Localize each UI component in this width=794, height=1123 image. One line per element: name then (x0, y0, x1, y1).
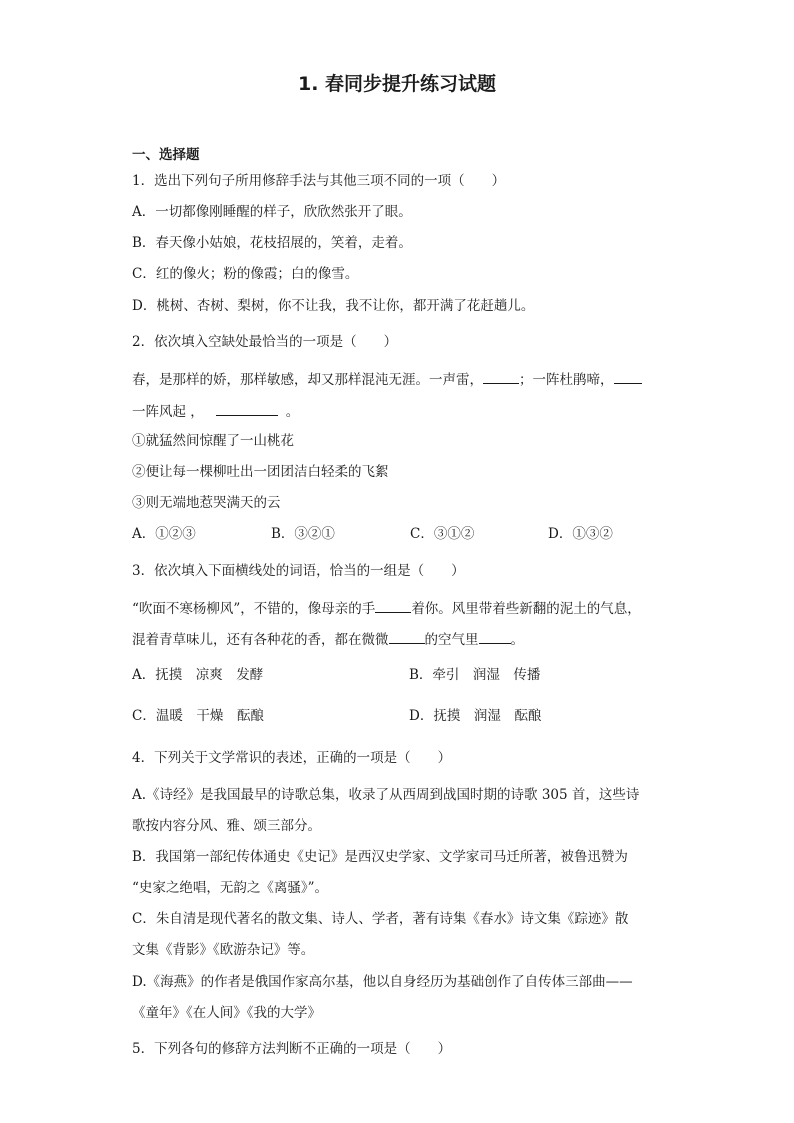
question-4-option-c-line-1: C．朱自清是现代著名的散文集、诗人、学者，著有诗集《春水》诗文集《踪迹》散 (132, 911, 629, 927)
question-2-passage-line-1 (132, 369, 642, 389)
passage-text: 。 (285, 404, 300, 420)
question-2-option-c: C．③①② (410, 526, 475, 542)
question-1-stem: 1．选出下列句子所用修辞手法与其他三项不同的一项（ ） (132, 173, 506, 189)
question-4-option-a-line-1: A.《诗经》是我国最早的诗歌总集，收录了从西周到战国时期的诗歌 305 首，这些诗 (132, 787, 640, 803)
question-2-stem: 2．依次填入空缺处最恰当的一项是（ ） (132, 334, 398, 350)
fill-blank (216, 401, 278, 416)
passage-text: 一阵风起 ， (132, 404, 204, 420)
passage-text: “吹面不寒杨柳风”，不错的，像母亲的手 (132, 601, 376, 617)
question-1-option-a: A．一切都像刚睡醒的样子，欣欣然张开了眼。 (132, 204, 412, 220)
question-2-option-a: A．①②③ (132, 526, 196, 542)
question-3-option-a: A．抚摸 凉爽 发酵 (132, 667, 264, 683)
passage-text: 着你。风里带着些新翻的泥土的气息， (411, 601, 641, 617)
fill-blank (483, 369, 519, 384)
question-2-item-1: ①就猛然间惊醒了一山桃花 (132, 433, 294, 449)
passage-text: 。 (510, 632, 524, 648)
question-1-option-c: C．红的像火；粉的像霞；白的像雪。 (132, 266, 359, 282)
page-title: 1. 春同步提升练习试题 (297, 73, 497, 95)
question-3-passage-line-1 (132, 598, 641, 618)
question-3-passage-line-2 (132, 629, 524, 649)
question-3-option-d: D．抚摸 润湿 酝酿 (409, 708, 542, 724)
question-3-option-b: B．牵引 润湿 传播 (409, 667, 541, 683)
fill-blank (479, 629, 511, 644)
question-5-stem: 5．下列各句的修辞方法判断不正确的一项是（ ） (132, 1041, 452, 1057)
question-3-option-c: C．温暖 干燥 酝酿 (132, 708, 264, 724)
question-3-stem: 3．依次填入下面横线处的词语，恰当的一组是（ ） (132, 563, 465, 579)
question-2-option-d: D．①③② (548, 526, 613, 542)
question-4-option-c-line-2: 文集《背影》《欧游杂记》等。 (132, 942, 315, 958)
section-heading: 一、选择题 (132, 147, 200, 163)
fill-blank (389, 629, 425, 644)
question-4-option-b-line-1: B．我国第一部纪传体通史《史记》是西汉史学家、文学家司马迁所著，被鲁迅赞为 (132, 849, 628, 865)
question-4-option-a-line-2: 歌按内容分风、雅、颂三部分。 (132, 818, 321, 834)
question-4-stem: 4．下列关于文学常识的表述，正确的一项是（ ） (132, 750, 452, 766)
passage-text: 春，是那样的娇，那样敏感，却又那样混沌无涯。一声雷， (132, 372, 483, 388)
fill-blank (614, 369, 642, 384)
question-1-option-d: D．桃树、杏树、梨树，你不让我，我不让你，都开满了花赶趟儿。 (132, 298, 535, 314)
passage-text: 的空气里 (424, 632, 479, 648)
question-1-option-b: B．春天像小姑娘，花枝招展的，笑着，走着。 (132, 235, 412, 251)
passage-text: ；一阵杜鹃啼， (519, 372, 614, 388)
question-2-item-3: ③则无端地惹哭满天的云 (132, 495, 281, 511)
question-4-option-d-line-2: 《童年》《在人间》《我的大学》 (132, 1005, 321, 1021)
passage-text: 混着青草味儿，还有各种花的香，都在微微 (132, 632, 389, 648)
question-2-option-b: B．③②① (271, 526, 335, 542)
question-4-option-d-line-1: D.《海燕》的作者是俄国作家高尔基，他以自身经历为基础创作了自传体三部曲—— (132, 974, 633, 990)
question-2-passage-line-2 (132, 401, 299, 421)
fill-blank (375, 598, 411, 613)
question-4-option-b-line-2: “史家之绝唱，无韵之《离骚》”。 (132, 880, 329, 896)
question-2-item-2: ②便让每一棵柳吐出一团团洁白轻柔的飞絮 (132, 464, 389, 480)
